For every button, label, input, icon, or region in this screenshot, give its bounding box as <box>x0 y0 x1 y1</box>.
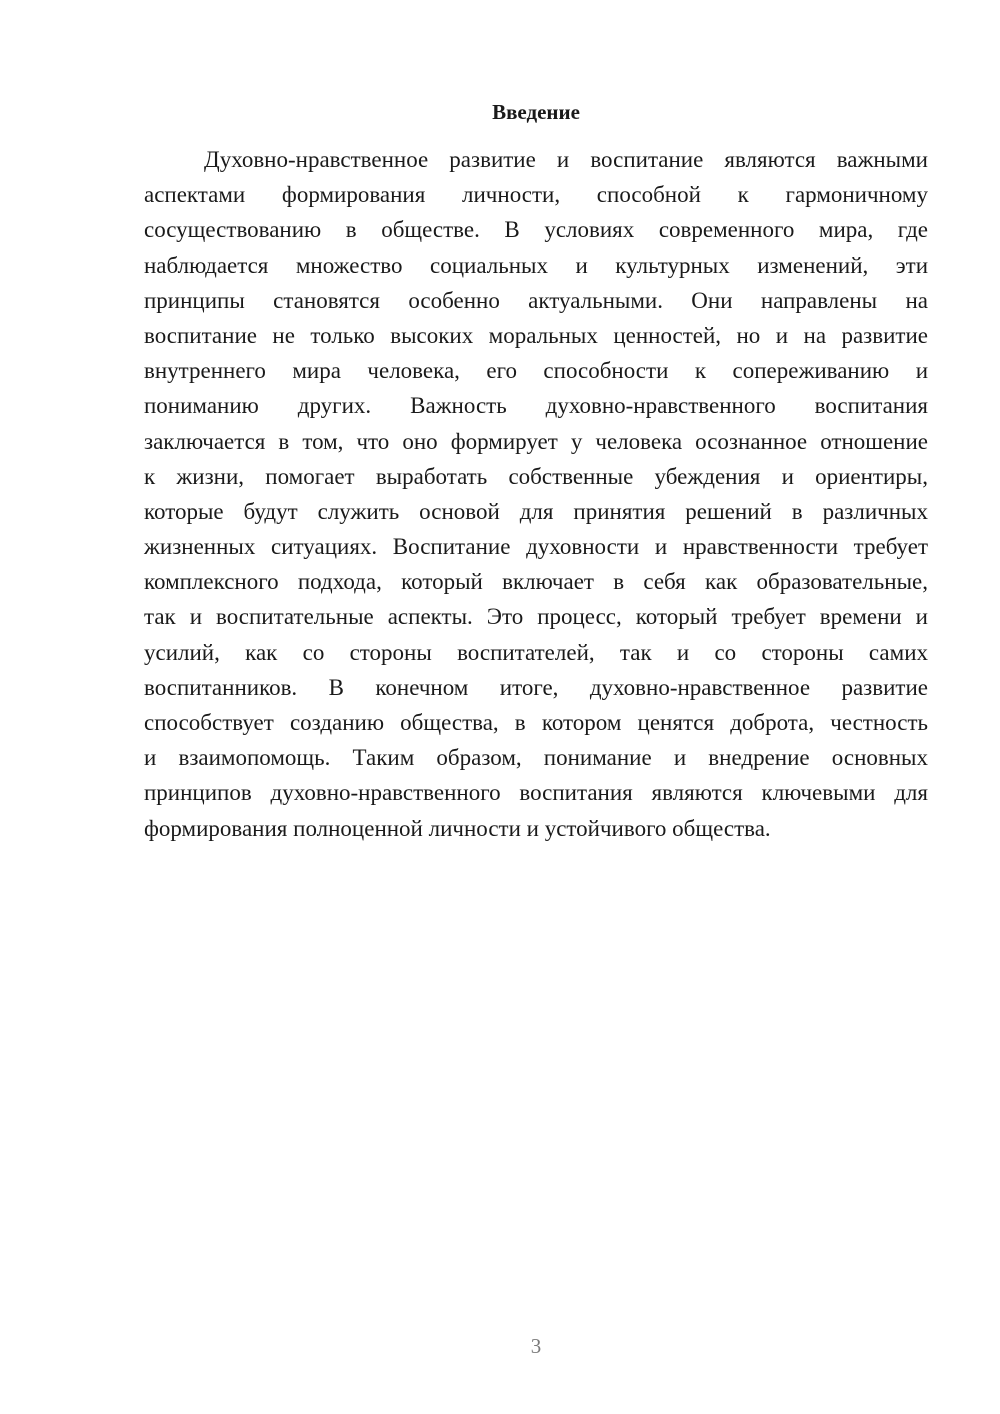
paragraph-line: наблюдается множество социальных и культурных изменений, эти <box>144 252 928 278</box>
paragraph-line: которые будут служить основой для принятия решений в различных <box>144 498 928 524</box>
page-number: 3 <box>530 1334 542 1358</box>
paragraph-line: аспектами формирования личности, способной к гармоничному <box>144 182 928 208</box>
paragraph-line: к жизни, помогает выработать собственные убеждения и ориентиры, <box>144 463 928 489</box>
paragraph-line: жизненных ситуациях. Воспитание духовности и нравственности требует <box>144 534 928 560</box>
paragraph-line: Духовно-нравственное развитие и воспитание являются важными <box>204 147 928 172</box>
paragraph-line: заключается в том, что оно формирует у человека осознанное отношение <box>144 428 928 454</box>
paragraph-line: комплексного подхода, который включает в себя как образовательные, <box>144 569 928 595</box>
paragraph-line: формирования полноценной личности и устойчивого общества. <box>144 815 771 841</box>
paragraph-line: способствует созданию общества, в котором ценятся доброта, честность <box>144 710 928 735</box>
body-paragraph <box>144 142 928 846</box>
paragraph-line: принципы становятся особенно актуальными. Они направлены на <box>144 287 928 313</box>
paragraph-line: пониманию других. Важность духовно-нравственного воспитания <box>144 393 928 419</box>
paragraph-line: воспитание не только высоких моральных ценностей, но и на развитие <box>144 322 928 348</box>
section-heading: Введение <box>492 100 580 124</box>
paragraph-line: и взаимопомощь. Таким образом, понимание и внедрение основных <box>144 745 928 771</box>
paragraph-line: воспитанников. В конечном итоге, духовно-нравственное развитие <box>144 674 928 700</box>
paragraph-line: внутреннего мира человека, его способности к сопереживанию и <box>144 358 928 384</box>
paragraph-line: усилий, как со стороны воспитателей, так и со стороны самих <box>144 639 928 665</box>
paragraph-line: принципов духовно-нравственного воспитания являются ключевыми для <box>144 780 928 806</box>
paragraph-line: так и воспитательные аспекты. Это процесс, который требует времени и <box>144 604 928 630</box>
paragraph-line: сосуществованию в обществе. В условиях современного мира, где <box>144 217 928 243</box>
